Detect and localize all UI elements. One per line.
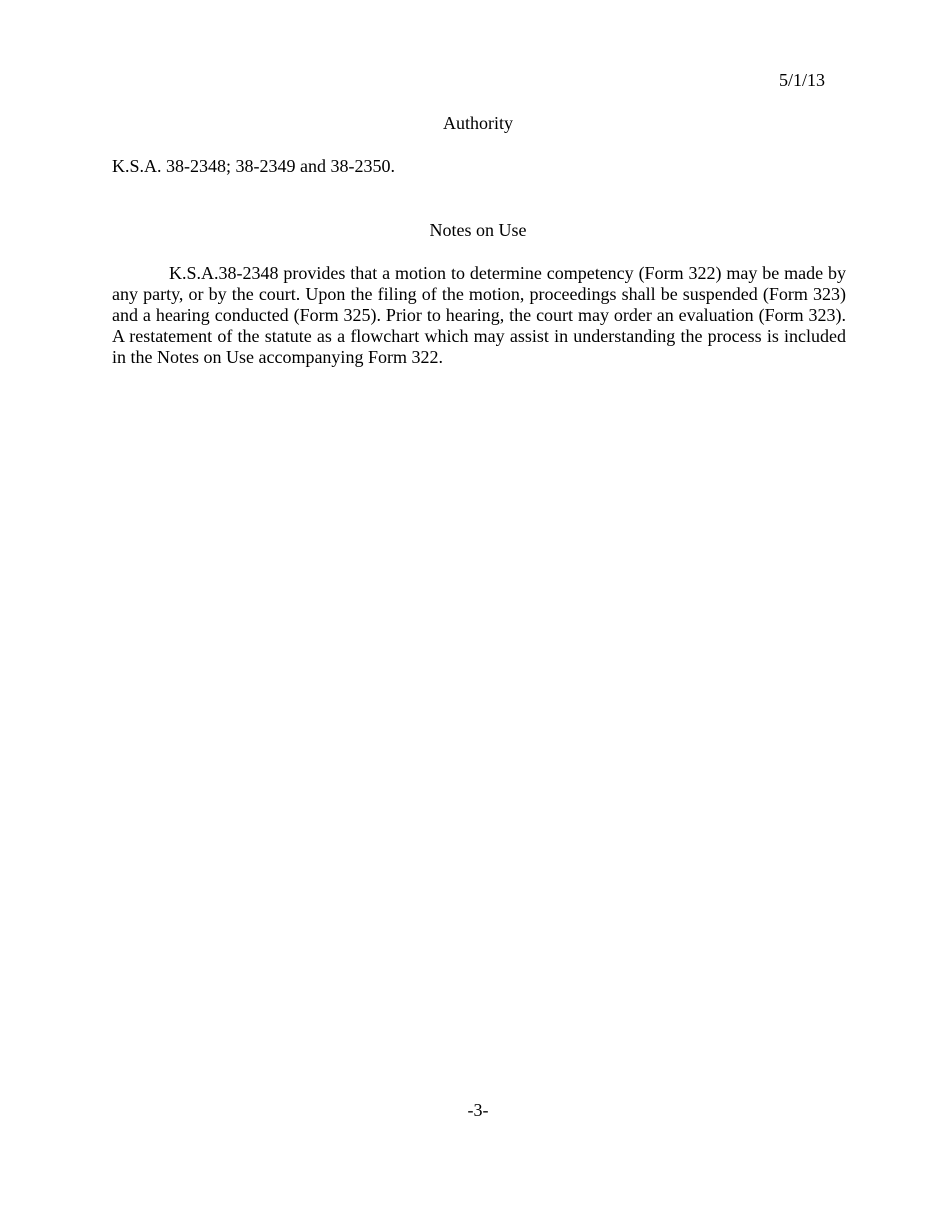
authority-citation: K.S.A. 38-2348; 38-2349 and 38-2350. (112, 156, 395, 176)
page-number: -3- (467, 1100, 489, 1120)
document-date: 5/1/13 (778, 70, 825, 90)
authority-heading: Authority (443, 113, 513, 133)
notes-on-use-heading: Notes on Use (429, 220, 527, 240)
notes-on-use-paragraph: K.S.A.38-2348 provides that a motion to determine competency (Form 322) may be made by any party, or by the court. Upon the filing of the motion, proceedings shall be suspended (Form 323) and a hearing conducted (Form 325). Prior to hearing, the court may order an evaluation (Form 323). A restatement of the statute as a flowchart which may assist in understanding the process is included in the Notes on Use accompanying Form 322. (112, 263, 846, 367)
